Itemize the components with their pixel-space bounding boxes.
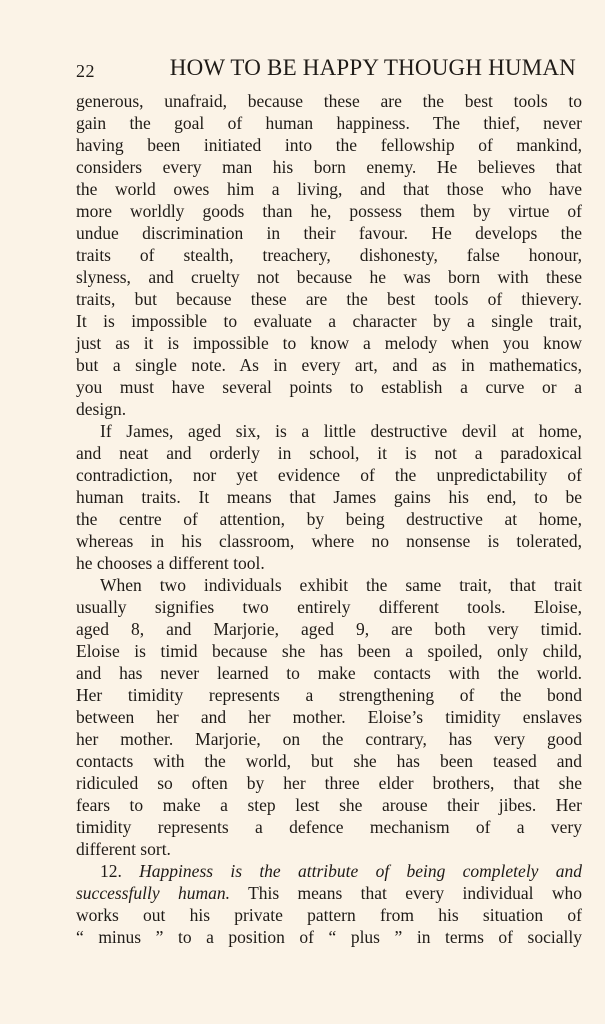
- text-line: It is impossible to evaluate a character by a single trait,: [76, 311, 582, 331]
- text-line: having been initiated into the fellowship of mankind,: [76, 135, 582, 155]
- text-line: generous, unafraid, because these are the best tools to: [76, 91, 582, 111]
- text-line: “ minus ” to a position of “ plus ” in terms of socially: [76, 927, 582, 947]
- text-line: aged 8, and Marjorie, aged 9, are both very timid.: [76, 619, 582, 639]
- text-line: considers every man his born enemy. He believes that: [76, 157, 582, 177]
- text-line: slyness, and cruelty not because he was born with these: [76, 267, 582, 287]
- text-line: fears to make a step lest she arouse their jibes. Her: [76, 795, 582, 815]
- section-number: 12.: [100, 861, 122, 881]
- text-line: the centre of attention, by being destructive at home,: [76, 509, 582, 529]
- running-title: HOW TO BE HAPPY THOUGH HUMAN: [169, 55, 576, 80]
- text-line: her mother. Marjorie, on the contrary, has very good: [76, 729, 582, 749]
- text-line: If James, aged six, is a little destructive devil at home,: [100, 421, 582, 441]
- text-line: traits, but because these are the best tools of thievery.: [76, 289, 582, 309]
- section-body-text: This means that every individual who: [248, 883, 582, 903]
- text-line: ridiculed so often by her three elder brothers, that she: [76, 773, 582, 793]
- section-12-line: [76, 860, 582, 882]
- text-line: contacts with the world, but she has been teased and: [76, 751, 582, 771]
- text-line: usually signifies two entirely different tools. Eloise,: [76, 597, 582, 617]
- text-line: the world owes him a living, and that those who have: [76, 179, 582, 199]
- text-line: gain the goal of human happiness. The thief, never: [76, 113, 582, 133]
- text-line: timidity represents a defence mechanism of a very: [76, 817, 582, 837]
- text-line: Eloise is timid because she has been a spoiled, only child,: [76, 641, 582, 661]
- section-italic-heading: successfully human.: [76, 883, 230, 903]
- running-header: [76, 54, 576, 82]
- text-line: different sort.: [76, 839, 171, 859]
- page-number: 22: [76, 61, 95, 81]
- section-12-line: [76, 882, 582, 904]
- text-line: and neat and orderly in school, it is not a paradoxical: [76, 443, 582, 463]
- text-line: more worldly goods than he, possess them by virtue of: [76, 201, 582, 221]
- text-line: just as it is impossible to know a melody when you know: [76, 333, 582, 353]
- text-line: and has never learned to make contacts with the world.: [76, 663, 582, 683]
- text-line: undue discrimination in their favour. He develops the: [76, 223, 582, 243]
- text-line: human traits. It means that James gains his end, to be: [76, 487, 582, 507]
- text-line: design.: [76, 399, 127, 419]
- body-text: [76, 90, 582, 948]
- text-line: When two individuals exhibit the same trait, that trait: [100, 575, 582, 595]
- text-line: works out his private pattern from his situation of: [76, 905, 582, 925]
- text-line: whereas in his classroom, where no nonsense is tolerated,: [76, 531, 582, 551]
- text-line: between her and her mother. Eloise’s timidity enslaves: [76, 707, 582, 727]
- text-line: Her timidity represents a strengthening of the bond: [76, 685, 582, 705]
- text-line: contradiction, nor yet evidence of the unpredictability of: [76, 465, 582, 485]
- text-line: you must have several points to establish a curve or a: [76, 377, 582, 397]
- text-line: but a single note. As in every art, and as in mathematics,: [76, 355, 582, 375]
- text-line: he chooses a different tool.: [76, 553, 265, 573]
- section-italic-heading: Happiness is the attribute of being completely and: [139, 861, 582, 881]
- text-line: traits of stealth, treachery, dishonesty, false honour,: [76, 245, 582, 265]
